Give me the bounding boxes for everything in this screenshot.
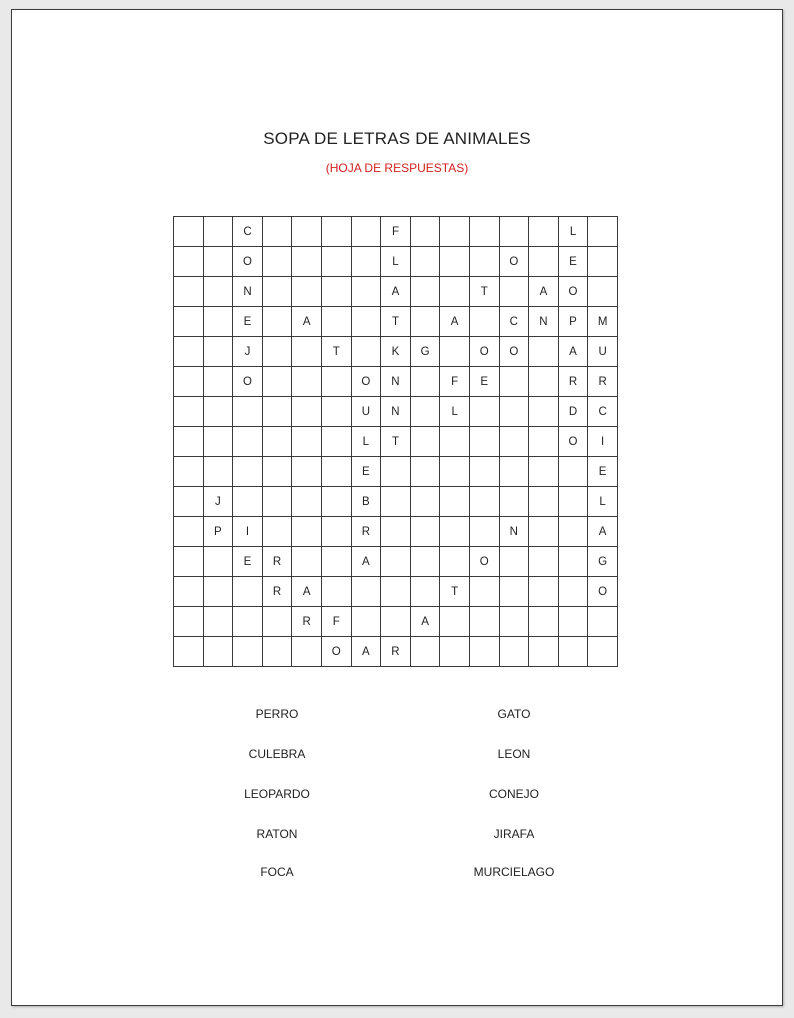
grid-cell — [588, 277, 618, 307]
grid-cell — [529, 247, 559, 277]
grid-cell: R — [262, 577, 292, 607]
grid-cell: T — [469, 277, 499, 307]
grid-cell — [499, 457, 529, 487]
grid-cell: A — [351, 547, 381, 577]
grid-cell — [529, 607, 559, 637]
grid-cell: O — [558, 277, 588, 307]
grid-cell — [321, 427, 351, 457]
grid-cell — [292, 247, 322, 277]
grid-cell — [174, 577, 204, 607]
grid-cell — [292, 217, 322, 247]
grid-cell — [262, 217, 292, 247]
word-list-item: LEOPARDO — [244, 787, 310, 801]
grid-cell — [381, 607, 411, 637]
grid-cell — [499, 427, 529, 457]
grid-row — [174, 217, 618, 247]
grid-cell — [499, 217, 529, 247]
grid-cell — [440, 277, 470, 307]
grid-cell — [381, 547, 411, 577]
grid-cell — [558, 547, 588, 577]
word-list-item: LEON — [497, 747, 531, 761]
grid-cell: T — [440, 577, 470, 607]
grid-cell — [381, 577, 411, 607]
grid-cell — [469, 607, 499, 637]
grid-cell — [469, 247, 499, 277]
grid-cell — [410, 517, 440, 547]
grid-cell: G — [410, 337, 440, 367]
grid-cell — [203, 397, 233, 427]
grid-cell — [321, 577, 351, 607]
grid-cell — [321, 277, 351, 307]
grid-cell — [203, 577, 233, 607]
grid-cell — [440, 547, 470, 577]
grid-cell — [321, 217, 351, 247]
grid-cell — [529, 427, 559, 457]
grid-cell — [499, 487, 529, 517]
grid-cell — [440, 457, 470, 487]
grid-cell: R — [351, 517, 381, 547]
grid-cell — [262, 277, 292, 307]
grid-cell: L — [381, 247, 411, 277]
grid-cell — [440, 247, 470, 277]
grid-cell — [292, 277, 322, 307]
grid-cell: R — [262, 547, 292, 577]
grid-cell — [558, 487, 588, 517]
grid-cell — [410, 427, 440, 457]
word-list — [12, 707, 782, 907]
grid-cell: A — [351, 637, 381, 667]
grid-cell — [262, 247, 292, 277]
grid-row — [174, 427, 618, 457]
grid-cell: N — [381, 367, 411, 397]
grid-cell: A — [292, 577, 322, 607]
grid-cell — [499, 547, 529, 577]
grid-cell — [440, 427, 470, 457]
grid-cell — [262, 637, 292, 667]
word-list-item: RATON — [256, 827, 298, 841]
grid-cell: O — [558, 427, 588, 457]
grid-cell — [469, 637, 499, 667]
grid-cell: F — [381, 217, 411, 247]
grid-cell — [351, 217, 381, 247]
grid-cell — [469, 487, 499, 517]
grid-cell — [440, 337, 470, 367]
grid-cell — [469, 397, 499, 427]
grid-row — [174, 337, 618, 367]
word-list-item: FOCA — [260, 865, 294, 879]
grid-cell: A — [440, 307, 470, 337]
grid-cell — [440, 517, 470, 547]
grid-cell — [529, 367, 559, 397]
grid-cell: L — [351, 427, 381, 457]
grid-cell — [499, 637, 529, 667]
grid-cell — [233, 607, 263, 637]
grid-cell — [440, 217, 470, 247]
grid-cell: C — [499, 307, 529, 337]
grid-cell: T — [381, 427, 411, 457]
grid-cell — [262, 457, 292, 487]
grid-cell: O — [469, 547, 499, 577]
grid-cell — [174, 517, 204, 547]
grid-cell — [174, 367, 204, 397]
grid-cell: U — [351, 397, 381, 427]
word-list-item: MURCIELAGO — [473, 865, 555, 879]
grid-cell — [588, 217, 618, 247]
word-list-item: PERRO — [255, 707, 299, 721]
grid-cell — [203, 637, 233, 667]
grid-cell — [174, 427, 204, 457]
grid-cell: P — [558, 307, 588, 337]
grid-cell: T — [381, 307, 411, 337]
grid-cell — [233, 397, 263, 427]
grid-cell: E — [233, 547, 263, 577]
grid-cell: K — [381, 337, 411, 367]
grid-cell: E — [588, 457, 618, 487]
grid-cell — [529, 337, 559, 367]
grid-row — [174, 577, 618, 607]
grid-cell — [499, 277, 529, 307]
grid-row — [174, 367, 618, 397]
grid-cell — [292, 337, 322, 367]
grid-cell — [174, 247, 204, 277]
grid-cell — [233, 427, 263, 457]
grid-cell — [588, 637, 618, 667]
grid-cell: O — [233, 367, 263, 397]
word-list-item: GATO — [497, 707, 531, 721]
grid-cell: L — [440, 397, 470, 427]
grid-cell: M — [588, 307, 618, 337]
grid-cell: L — [588, 487, 618, 517]
grid-cell — [410, 487, 440, 517]
grid-cell — [292, 487, 322, 517]
grid-cell: G — [588, 547, 618, 577]
grid-cell: E — [351, 457, 381, 487]
grid-row — [174, 277, 618, 307]
grid-cell — [440, 487, 470, 517]
grid-cell — [321, 517, 351, 547]
grid-cell — [410, 307, 440, 337]
grid-cell — [233, 457, 263, 487]
grid-cell — [174, 547, 204, 577]
grid-cell — [203, 337, 233, 367]
grid-cell — [410, 277, 440, 307]
grid-cell — [469, 217, 499, 247]
grid-cell — [174, 337, 204, 367]
grid-cell: O — [499, 247, 529, 277]
document-page — [11, 9, 783, 1006]
grid-cell: O — [469, 337, 499, 367]
grid-cell: C — [588, 397, 618, 427]
grid-cell — [499, 577, 529, 607]
grid-cell — [529, 577, 559, 607]
word-list-item: JIRAFA — [493, 827, 535, 841]
grid-cell — [292, 547, 322, 577]
grid-cell — [203, 307, 233, 337]
grid-cell — [410, 367, 440, 397]
grid-cell: F — [321, 607, 351, 637]
grid-cell: R — [292, 607, 322, 637]
grid-cell: N — [529, 307, 559, 337]
grid-cell: E — [469, 367, 499, 397]
grid-cell — [469, 577, 499, 607]
grid-cell: I — [588, 427, 618, 457]
grid-cell: A — [410, 607, 440, 637]
grid-cell — [529, 487, 559, 517]
grid-cell: I — [233, 517, 263, 547]
grid-row — [174, 247, 618, 277]
page-title: SOPA DE LETRAS DE ANIMALES — [263, 129, 531, 148]
grid-cell — [558, 607, 588, 637]
word-search-grid — [173, 216, 618, 667]
grid-cell: R — [381, 637, 411, 667]
page-subtitle: (HOJA DE RESPUESTAS) — [325, 161, 469, 175]
grid-cell — [410, 247, 440, 277]
grid-cell: T — [321, 337, 351, 367]
grid-cell — [203, 277, 233, 307]
grid-cell — [351, 247, 381, 277]
grid-cell — [262, 367, 292, 397]
grid-cell — [321, 367, 351, 397]
grid-cell: C — [233, 217, 263, 247]
grid-cell — [203, 607, 233, 637]
grid-cell: R — [588, 367, 618, 397]
grid-cell — [529, 457, 559, 487]
grid-cell — [321, 547, 351, 577]
grid-row — [174, 457, 618, 487]
grid-cell: L — [558, 217, 588, 247]
grid-cell — [351, 277, 381, 307]
grid-cell — [262, 427, 292, 457]
grid-cell — [292, 637, 322, 667]
grid-cell — [262, 307, 292, 337]
grid-cell: R — [558, 367, 588, 397]
grid-cell: J — [203, 487, 233, 517]
grid-cell — [262, 487, 292, 517]
grid-cell: A — [558, 337, 588, 367]
grid-cell — [410, 547, 440, 577]
grid-cell — [499, 397, 529, 427]
grid-cell: A — [529, 277, 559, 307]
grid-cell — [588, 607, 618, 637]
grid-cell: E — [233, 307, 263, 337]
grid-cell: F — [440, 367, 470, 397]
grid-cell — [529, 547, 559, 577]
grid-cell: O — [233, 247, 263, 277]
grid-row — [174, 637, 618, 667]
grid-cell: N — [499, 517, 529, 547]
grid-row — [174, 487, 618, 517]
grid-cell — [499, 367, 529, 397]
grid-cell: O — [499, 337, 529, 367]
word-list-item: CONEJO — [488, 787, 539, 801]
grid-cell — [351, 577, 381, 607]
grid-cell — [174, 277, 204, 307]
grid-cell — [262, 397, 292, 427]
grid-cell: J — [233, 337, 263, 367]
grid-cell — [174, 217, 204, 247]
grid-cell — [292, 457, 322, 487]
grid-cell — [351, 307, 381, 337]
grid-cell — [321, 247, 351, 277]
grid-row — [174, 517, 618, 547]
grid-cell: A — [381, 277, 411, 307]
grid-cell — [233, 637, 263, 667]
grid-cell — [321, 457, 351, 487]
grid-cell — [469, 457, 499, 487]
grid-row — [174, 607, 618, 637]
grid-cell — [558, 577, 588, 607]
grid-cell — [410, 577, 440, 607]
grid-cell — [262, 337, 292, 367]
grid-cell — [321, 307, 351, 337]
grid-cell — [410, 637, 440, 667]
grid-cell — [203, 247, 233, 277]
grid-cell — [440, 607, 470, 637]
grid-cell — [292, 427, 322, 457]
grid-cell — [174, 397, 204, 427]
grid-row — [174, 307, 618, 337]
grid-cell — [262, 517, 292, 547]
grid-cell — [410, 397, 440, 427]
grid-cell: A — [292, 307, 322, 337]
grid-row — [174, 547, 618, 577]
grid-cell — [351, 337, 381, 367]
grid-cell — [174, 487, 204, 517]
grid-cell — [203, 367, 233, 397]
grid-cell — [558, 517, 588, 547]
grid-cell — [381, 517, 411, 547]
grid-cell — [558, 637, 588, 667]
grid-cell: O — [588, 577, 618, 607]
grid-cell: E — [558, 247, 588, 277]
grid-cell: D — [558, 397, 588, 427]
grid-cell — [203, 217, 233, 247]
grid-cell — [381, 457, 411, 487]
grid-cell — [233, 577, 263, 607]
word-list-item: CULEBRA — [248, 747, 306, 761]
grid-cell — [174, 607, 204, 637]
grid-cell — [203, 457, 233, 487]
grid-cell — [469, 517, 499, 547]
grid-cell — [381, 487, 411, 517]
grid-cell — [174, 637, 204, 667]
grid-cell: N — [381, 397, 411, 427]
grid-cell: O — [321, 637, 351, 667]
grid-cell — [174, 457, 204, 487]
grid-cell — [558, 457, 588, 487]
grid-cell — [529, 397, 559, 427]
grid-cell — [321, 397, 351, 427]
grid-cell — [410, 457, 440, 487]
grid-cell — [233, 487, 263, 517]
grid-cell: O — [351, 367, 381, 397]
grid-cell: N — [233, 277, 263, 307]
grid-cell: P — [203, 517, 233, 547]
grid-cell — [529, 637, 559, 667]
grid-cell — [174, 307, 204, 337]
grid-cell — [292, 517, 322, 547]
grid-row — [174, 397, 618, 427]
grid-cell — [203, 427, 233, 457]
grid-cell — [469, 427, 499, 457]
grid-cell — [292, 397, 322, 427]
grid-cell — [440, 637, 470, 667]
grid-cell — [469, 307, 499, 337]
grid-cell — [321, 487, 351, 517]
grid-cell — [529, 217, 559, 247]
grid-cell — [499, 607, 529, 637]
grid-cell — [351, 607, 381, 637]
grid-cell — [262, 607, 292, 637]
grid-cell: U — [588, 337, 618, 367]
grid-cell — [292, 367, 322, 397]
grid-cell — [203, 547, 233, 577]
grid-cell — [588, 247, 618, 277]
grid-cell — [410, 217, 440, 247]
grid-cell — [529, 517, 559, 547]
grid-cell: A — [588, 517, 618, 547]
grid-cell: B — [351, 487, 381, 517]
